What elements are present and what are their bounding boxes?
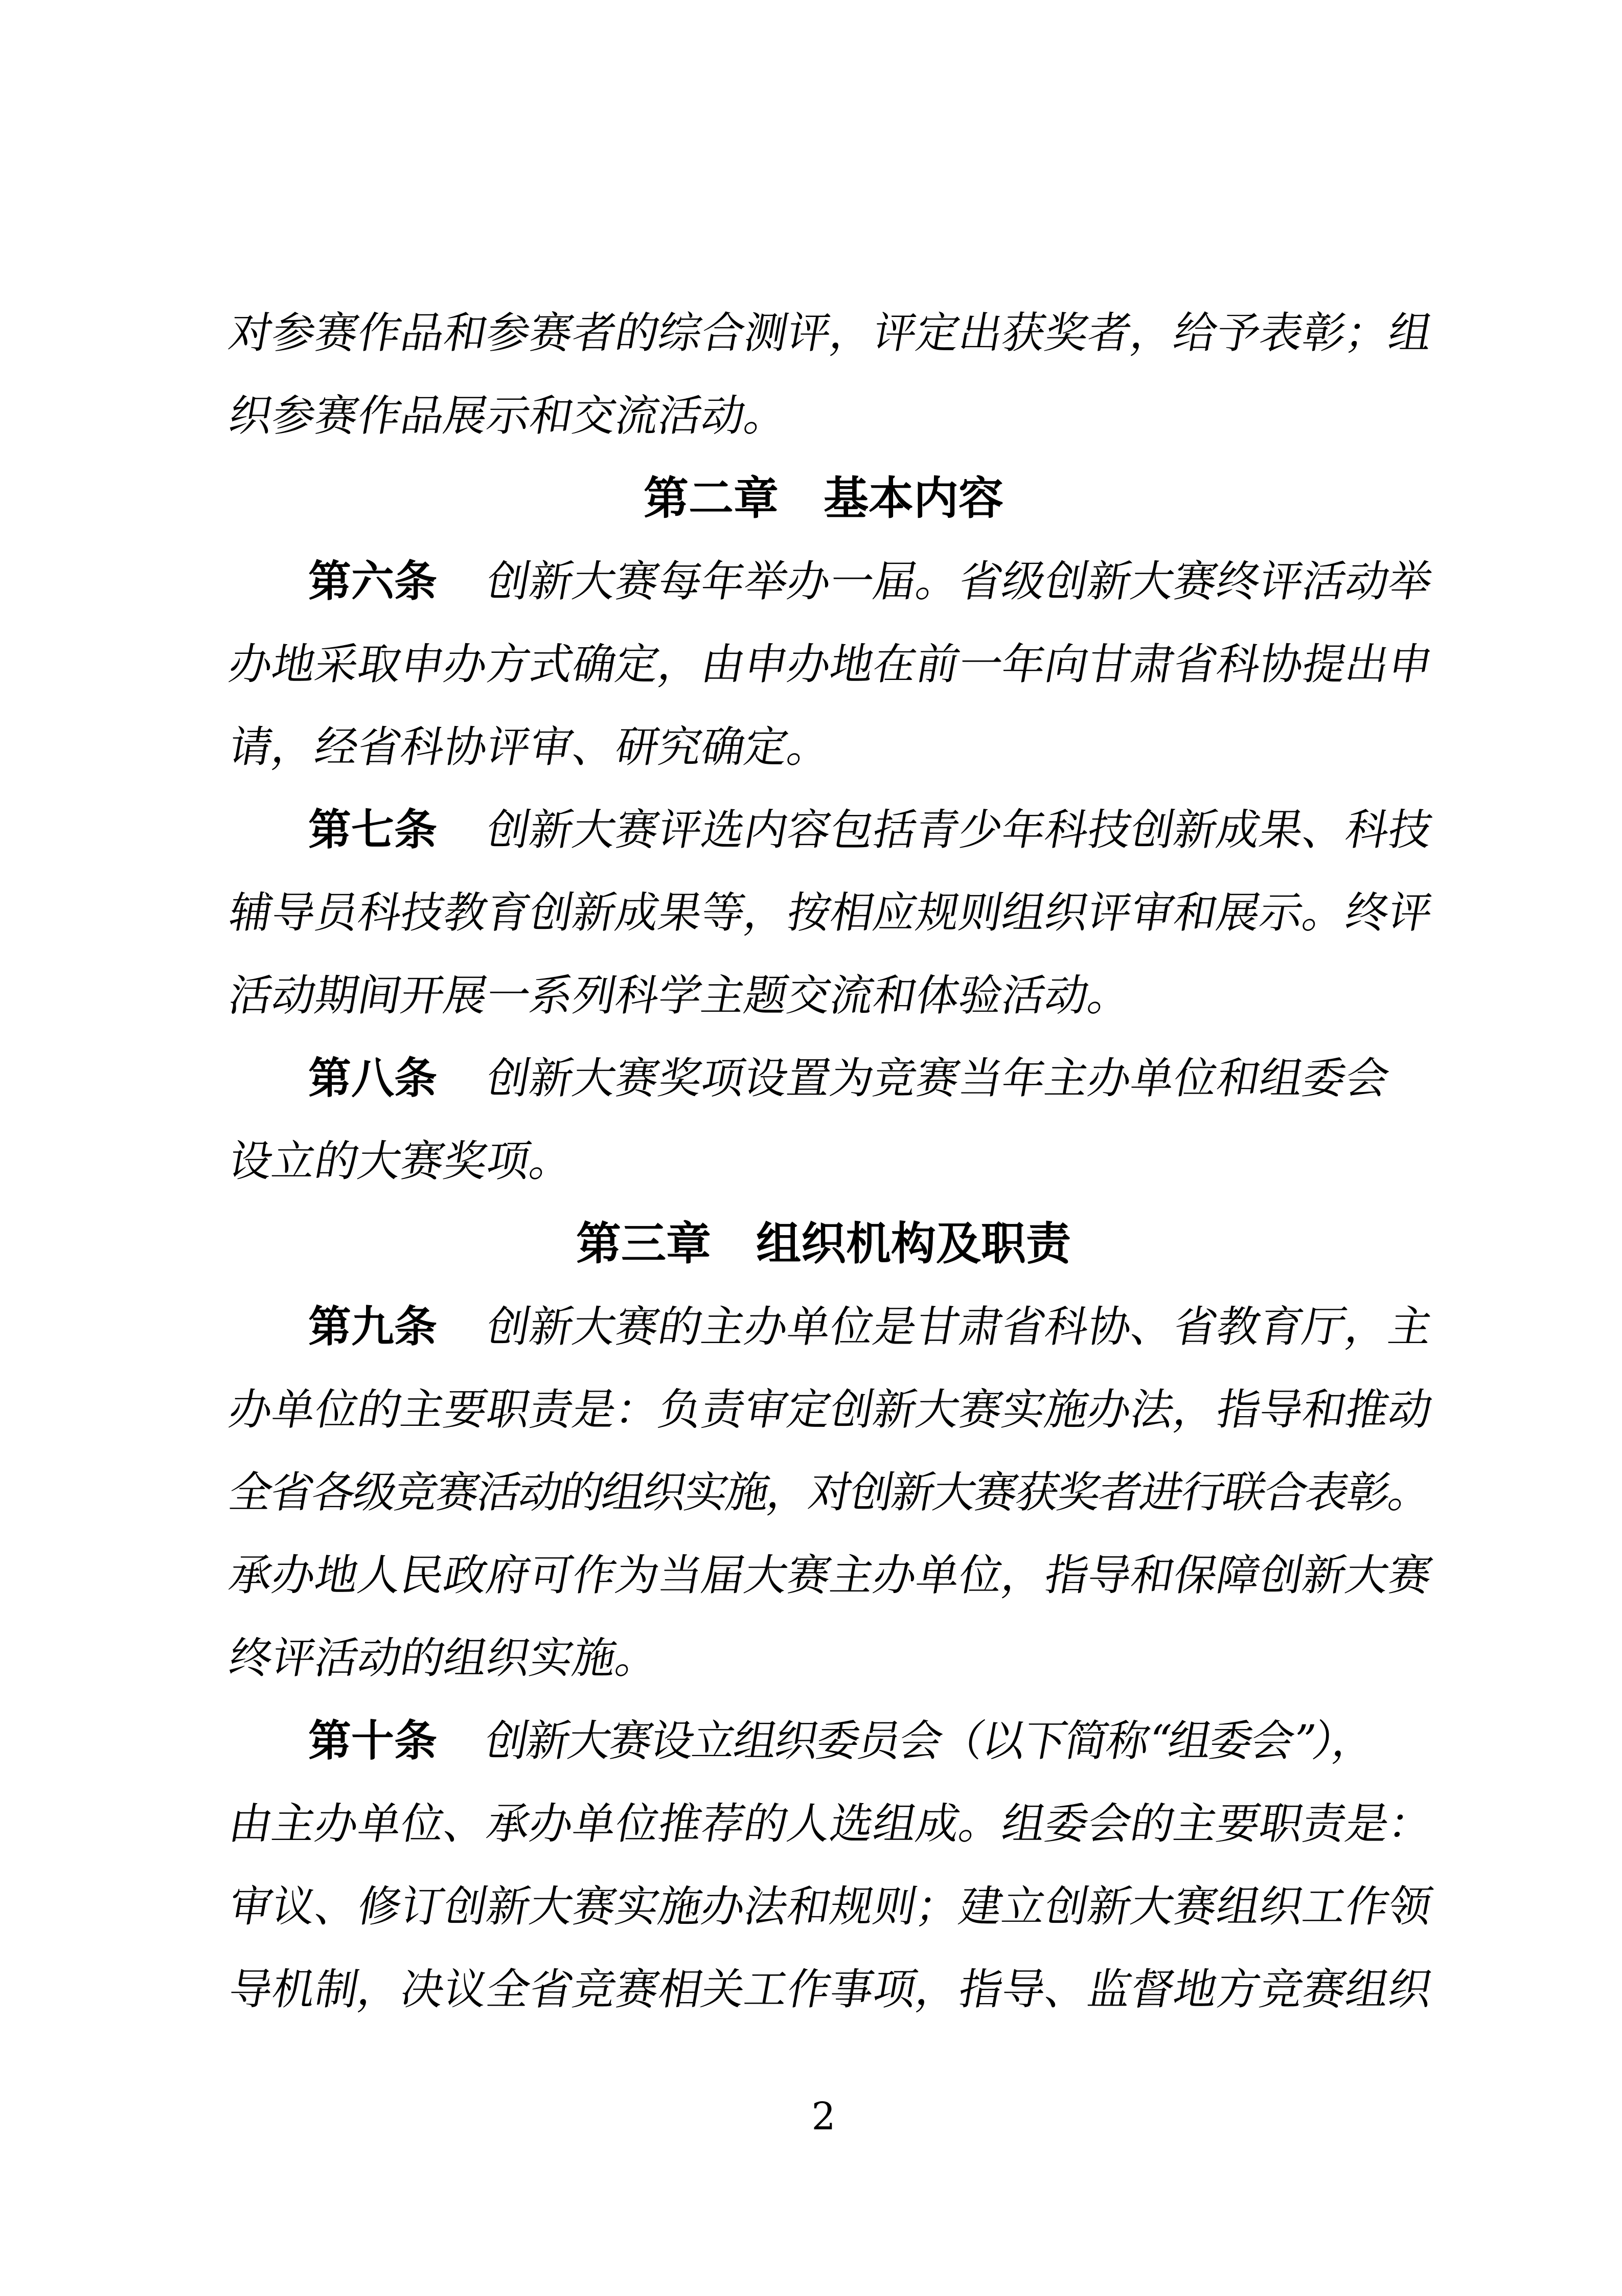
- article-first-line: [222, 788, 1436, 871]
- article-number: 第七条: [308, 805, 438, 855]
- chapter-heading: 第三章 组织机构及职责: [576, 1217, 1071, 1270]
- article-first-line: [222, 1285, 1436, 1368]
- line-text: 由主办单位、承办单位推荐的人选组成。组委会的主要职责是：: [225, 1799, 1436, 1849]
- line-text: 创新大赛设立组织委员会（以下简称“组委会”），: [440, 1716, 1379, 1766]
- text-line: [222, 1120, 1425, 1202]
- line-text: 创新大赛评选内容包括青少年科技创新成果、科技: [440, 805, 1436, 855]
- line-text: 创新大赛每年举办一届。省级创新大赛终评活动举: [440, 556, 1436, 606]
- text-line: [222, 374, 1425, 457]
- text-line: [222, 1782, 1436, 1865]
- text-line: [222, 706, 1425, 788]
- text-line: [222, 623, 1436, 706]
- line-text: 请，经省科协评审、研究确定。: [225, 722, 835, 772]
- line-text: 设立的大赛奖项。: [225, 1136, 578, 1186]
- line-text: 办单位的主要职责是：负责审定创新大赛实施办法，指导和推动: [225, 1384, 1436, 1435]
- line-text: 活动期间开展一系列科学主题交流和体验活动。: [225, 970, 1136, 1020]
- line-text: 织参赛作品展示和交流活动。: [225, 391, 792, 441]
- line-text: 终评活动的组织实施。: [225, 1633, 664, 1683]
- line-text: 创新大赛的主办单位是甘肃省科协、省教育厅，主: [440, 1302, 1436, 1352]
- article-number: 第十条: [308, 1716, 438, 1766]
- line-text: 承办地人民政府可作为当届大赛主办单位，指导和保障创新大赛: [225, 1550, 1436, 1600]
- text-line: [222, 871, 1436, 954]
- line-text: 创新大赛奖项设置为竞赛当年主办单位和组委会: [440, 1053, 1393, 1103]
- article-number: 第九条: [308, 1302, 438, 1352]
- article-number: 第八条: [308, 1053, 438, 1103]
- line-text: 全省各级竞赛活动的组织实施，对创新大赛获奖者进行联合表彰。: [225, 1467, 1435, 1517]
- line-text: 导机制，决议全省竞赛相关工作事项，指导、监督地方竞赛组织: [225, 1964, 1436, 2014]
- article-first-line: [222, 1699, 1425, 1782]
- article-first-line: [222, 1037, 1425, 1120]
- text-line: [222, 1451, 1435, 1534]
- text-line: [222, 954, 1425, 1037]
- text-line: [222, 1534, 1436, 1617]
- chapter-heading: 第二章 基本内容: [643, 472, 1003, 525]
- line-text: 审议、修订创新大赛实施办法和规则；建立创新大赛组织工作领: [225, 1881, 1436, 1931]
- page-number: 2: [811, 2095, 836, 2139]
- text-line: [222, 1865, 1436, 1948]
- line-text: 对参赛作品和参赛者的综合测评，评定出获奖者，给予表彰；组: [225, 308, 1436, 358]
- text-line: [222, 1948, 1436, 2031]
- article-first-line: [222, 540, 1436, 623]
- text-line: [222, 291, 1436, 374]
- text-line: [222, 1368, 1436, 1451]
- line-text: 辅导员科技教育创新成果等，按相应规则组织评审和展示。终评: [225, 888, 1436, 938]
- article-number: 第六条: [308, 556, 438, 606]
- text-line: [222, 1617, 1425, 1699]
- text-block: [222, 291, 1436, 2031]
- line-text: 办地采取申办方式确定，由申办地在前一年向甘肃省科协提出申: [225, 639, 1436, 689]
